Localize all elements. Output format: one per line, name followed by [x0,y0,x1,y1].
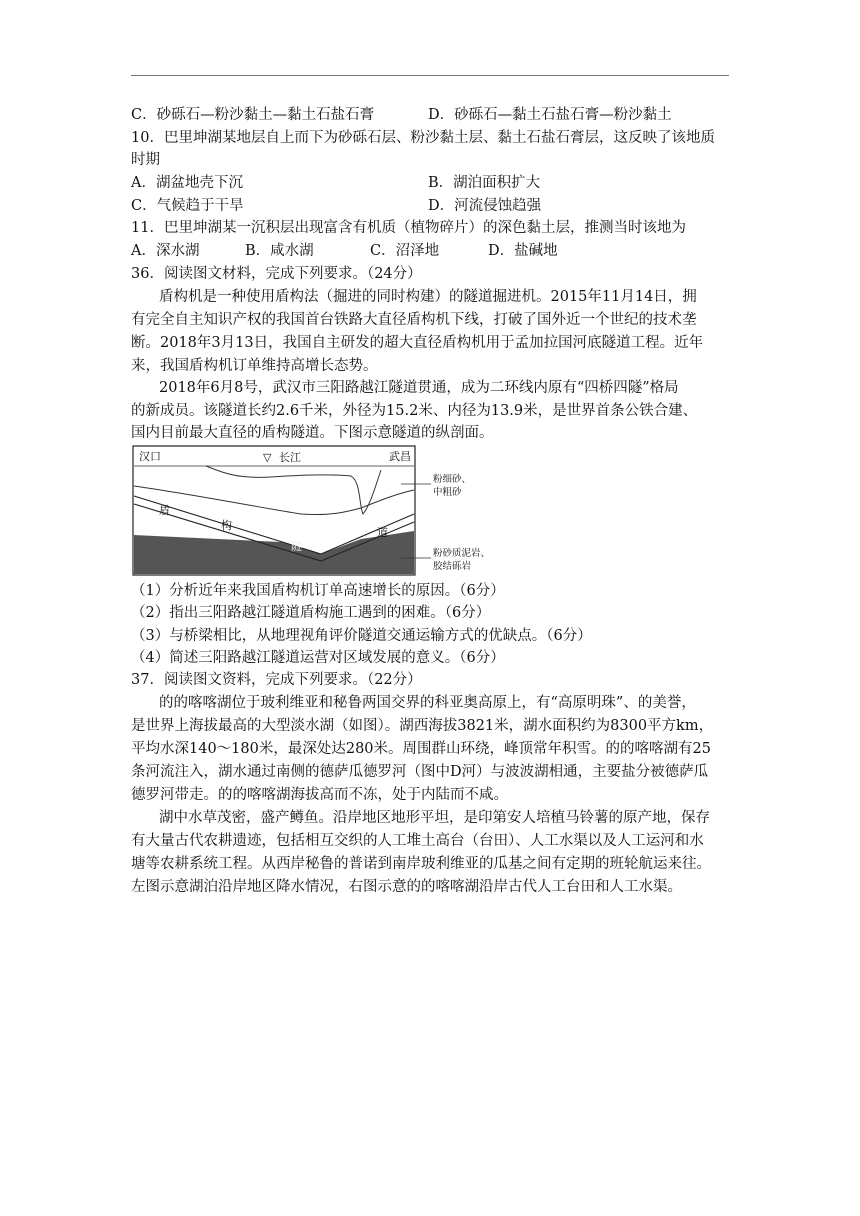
q11-option-c: C．沼泽地 [370,243,440,259]
water-level-icon: ▽ [263,451,272,464]
q37-p1-line5: 德罗河带走。的的喀喀湖海拔高而不冻，处于内陆而不咸。 [131,787,508,803]
q36-p2-line2: 的新成员。该隧道长约2.6千米，外径为15.2米、内径为13.9米，是世界首条公铁合建、 [131,403,698,419]
q36-sub3: （3）与桥梁相比，从地理视角评价隧道交通运输方式的优缺点。（6分） [131,628,592,644]
q37-p1-line2: 是世界上海拔最高的大型淡水湖（如图）。湖西海拔3821米，湖水面积约为8300平方km， [131,718,714,734]
label-hankou: 汉口 [139,450,161,463]
q10-stem-line2: 时期 [131,152,160,168]
q36-sub4: （4）简述三阳路越江隧道运营对区域发展的意义。（6分） [131,650,505,666]
q11-option-b: B．咸水湖 [245,243,314,259]
q36-heading: 36．阅读图文材料，完成下列要求。（24分） [131,266,422,282]
q36-sub1: （1）分析近年来我国盾构机订单高速增长的原因。（6分） [131,583,505,599]
q36-sub2: （2）指出三阳路越江隧道盾构施工遇到的困难。（6分） [131,605,491,621]
tunnel-profile-figure [131,444,511,578]
label-tunnel-char-4: 道 [377,526,388,539]
q37-heading: 37．阅读图文资料，完成下列要求。（22分） [131,672,422,688]
label-tunnel-char-2: 构 [221,519,232,532]
q37-p2-line1: 湖中水草茂密，盛产鳟鱼。沿岸地区地形平坦，是印第安人培植马铃薯的原产地，保存 [159,810,710,826]
q11-option-a: A．深水湖 [131,243,200,259]
q10-option-d: D．河流侵蚀趋强 [428,198,542,214]
q36-p2-line3: 国内目前最大直径的盾构隧道。下图示意隧道的纵剖面。 [131,425,494,441]
q11-stem: 11．巴里坤湖某一沉积层出现富含有机质（植物碎片）的深色黏土层，推测当时该地为 [131,220,686,236]
bedrock-layer [134,531,414,574]
q36-p2-line1: 2018年6月8号，武汉市三阳路越江隧道贯通，成为二环线内原有“四桥四隧”格局 [159,380,679,396]
q37-p2-line4: 左图示意湖泊沿岸地区降水情况，右图示意的的喀喀湖沿岸古代人工台田和人工水渠。 [131,879,682,895]
q37-p2-line2: 有大量古代农耕遗迹，包括相互交织的人工堆土高台（台田）、人工水渠以及人工运河和水 [131,833,704,849]
q36-p1-line3: 断。2018年3月13日，我国自主研发的超大直径盾构机用于孟加拉国河底隧道工程。近年 [131,335,704,351]
label-wuchang: 武昌 [389,450,411,463]
q10-option-a: A．湖盆地壳下沉 [131,175,243,191]
header-rule [131,75,729,76]
q36-p1-line4: 来，我国盾构机订单维持高增长态势。 [131,358,378,374]
q37-p1-line4: 条河流注入，湖水通过南侧的德萨瓜德罗河（图中D河）与波波湖相通，主要盐分被德萨瓜 [131,764,709,780]
q11-option-d: D．盐碱地 [488,243,558,259]
label-tunnel-char-1: 盾 [159,504,170,517]
label-changjiang: 长江 [279,451,301,464]
legend-lower-line2: 胶结砾岩 [433,561,472,572]
label-tunnel-char-3: 隧 [291,540,302,553]
q10-option-b: B．湖泊面积扩大 [428,175,541,191]
legend-upper-line1: 粉细砂、 [433,474,472,485]
q36-p1-line2: 有完全自主知识产权的我国首台铁路大直径盾构机下线，打破了国外近一个世纪的技术垄 [131,312,697,328]
legend-upper-line2: 中粗砂 [433,487,462,498]
q37-p2-line3: 塘等农耕系统工程。从西岸秘鲁的普诺到南岸玻利维亚的瓜基之间有定期的班轮航运来往。 [131,856,711,872]
q37-p1-line3: 平均水深140～180米，最深处达280米。周围群山环绕，峰顶常年积雪。的的喀喀湖有25 [131,741,711,757]
q9-option-c: C．砂砾石—粉沙黏土—黏土石盐石膏 [131,107,375,123]
q37-p1-line1: 的的喀喀湖位于玻利维亚和秘鲁两国交界的科亚奥高原上，有“高原明珠”、的美誉， [159,695,696,711]
riverbed-line [206,466,381,514]
q36-p1-line1: 盾构机是一种使用盾构法（掘进的同时构建）的隧道掘进机。2015年11月14日，拥 [159,289,697,305]
layer-boundary-line [134,486,414,515]
q10-stem-line1: 10．巴里坤湖某地层自上而下为砂砾石层、粉沙黏土层、黏土石盐石膏层，这反映了该地质 [131,130,715,146]
legend-lower-line1: 粉砂质泥岩、 [433,548,491,559]
q10-option-c: C．气候趋于干旱 [131,198,244,214]
q9-option-d: D．砂砾石—黏土石盐石膏—粉沙黏土 [428,107,672,123]
